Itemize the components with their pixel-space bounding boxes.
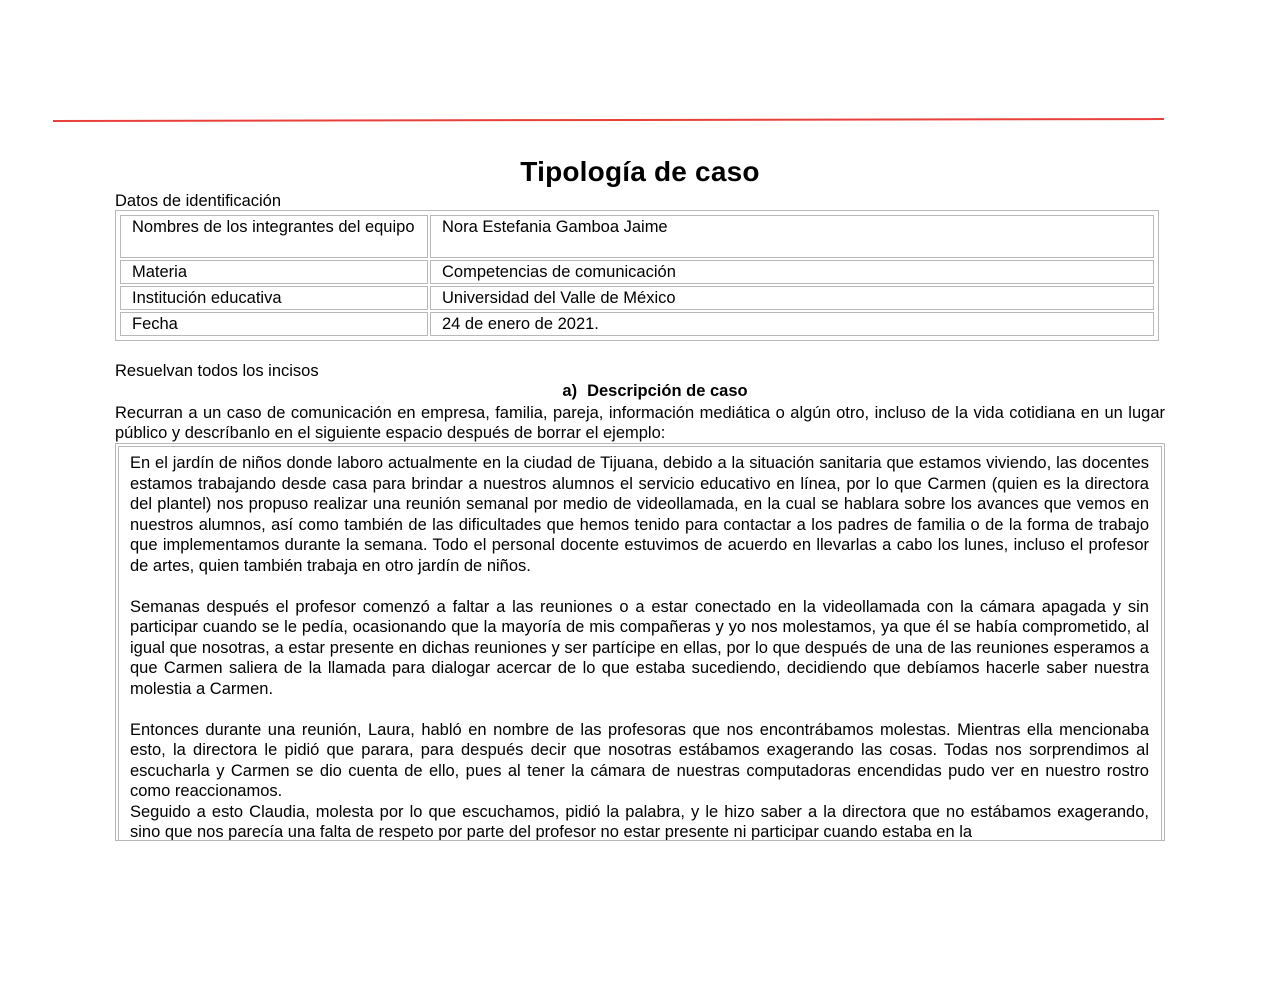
- team-members-value: Nora Estefania Gamboa Jaime: [430, 215, 1154, 258]
- subject-value: Competencias de comunicación: [430, 260, 1154, 284]
- case-paragraph: Semanas después el profesor comenzó a faltar a las reuniones o a estar conectado en la videollamada con la cámara apagada y sin participar cuando se le pedía, ocasionando que la mayoría de mis compañeras y yo nos molestamos, ya que él se había comprometido, al igual que nosotras, a estar presente en dichas reuniones y ser partícipe en ellas, por lo que después de una de las reuniones esperamos a que Carmen saliera de la llamada para dialogar acercar de lo que estaba sucediendo, decidiendo que debíamos hacerle saber nuestra molestia a Carmen.: [130, 597, 1149, 698]
- case-paragraph: Seguido a esto Claudia, molesta por lo que escuchamos, pidió la palabra, y le hizo saber a la directora que no estábamos exagerando, sino que nos parecía una falta de respeto por parte del profesor no estar presente ni participar cuando estaba en la: [130, 802, 1149, 841]
- case-description-content: [118, 446, 1162, 841]
- table-row: [120, 286, 1154, 310]
- section-heading: [0, 382, 1280, 401]
- instructions-heading: Resuelvan todos los incisos: [115, 362, 319, 380]
- date-label: Fecha: [120, 312, 428, 336]
- header-red-rule: [53, 118, 1164, 122]
- table-row: [120, 312, 1154, 336]
- institution-value: Universidad del Valle de México: [430, 286, 1154, 310]
- section-letter: a): [562, 382, 578, 400]
- case-description-box: [115, 443, 1165, 841]
- instructions-text: Recurran a un caso de comunicación en empresa, familia, pareja, información mediática o algún otro, incluso de la vida cotidiana en un lugar público y descríbanlo en el siguiente espacio después de borrar el ejemplo:: [115, 404, 1165, 442]
- case-paragraph: En el jardín de niños donde laboro actualmente en la ciudad de Tijuana, debido a la situación sanitaria que estamos viviendo, las docentes estamos trabajando desde casa para brindar a nuestros alumnos el servicio educativo en línea, por lo que Carmen (quien es la directora del plantel) nos propuso realizar una reunión semanal por medio de videollamada, en la cual se hablara sobre los avances que vemos en nuestros alumnos, así como también de las dificultades que hemos tenido para contactar a los padres de familia o de la forma de trabajo que implementamos durante la semana. Todo el personal docente estuvimos de acuerdo en llevarlas a cabo los lunes, incluso el profesor de artes, quien también trabaja en otro jardín de niños.: [130, 454, 1149, 575]
- page-title: Tipología de caso: [520, 156, 760, 187]
- date-value: 24 de enero de 2021.: [430, 312, 1154, 336]
- identification-table: [115, 210, 1159, 341]
- subject-label: Materia: [120, 260, 428, 284]
- institution-label: Institución educativa: [120, 286, 428, 310]
- section-title: Descripción de caso: [587, 382, 748, 400]
- table-row: [120, 260, 1154, 284]
- case-paragraph: Entonces durante una reunión, Laura, habló en nombre de las profesoras que nos encontrábamos molestas. Mientras ella mencionaba esto, la directora le pidió que parara, para después decir que nosotras estábamos exagerando las cosas. Todas nos sorprendimos al escucharla y Carmen se dio cuenta de ello, pues al tener la cámara de nuestras computadoras encendidas pudo ver en nuestro rostro como reaccionamos.: [130, 720, 1149, 800]
- team-members-label: Nombres de los integrantes del equipo: [120, 215, 428, 258]
- identification-label: Datos de identificación: [115, 192, 282, 210]
- table-row: [120, 215, 1154, 258]
